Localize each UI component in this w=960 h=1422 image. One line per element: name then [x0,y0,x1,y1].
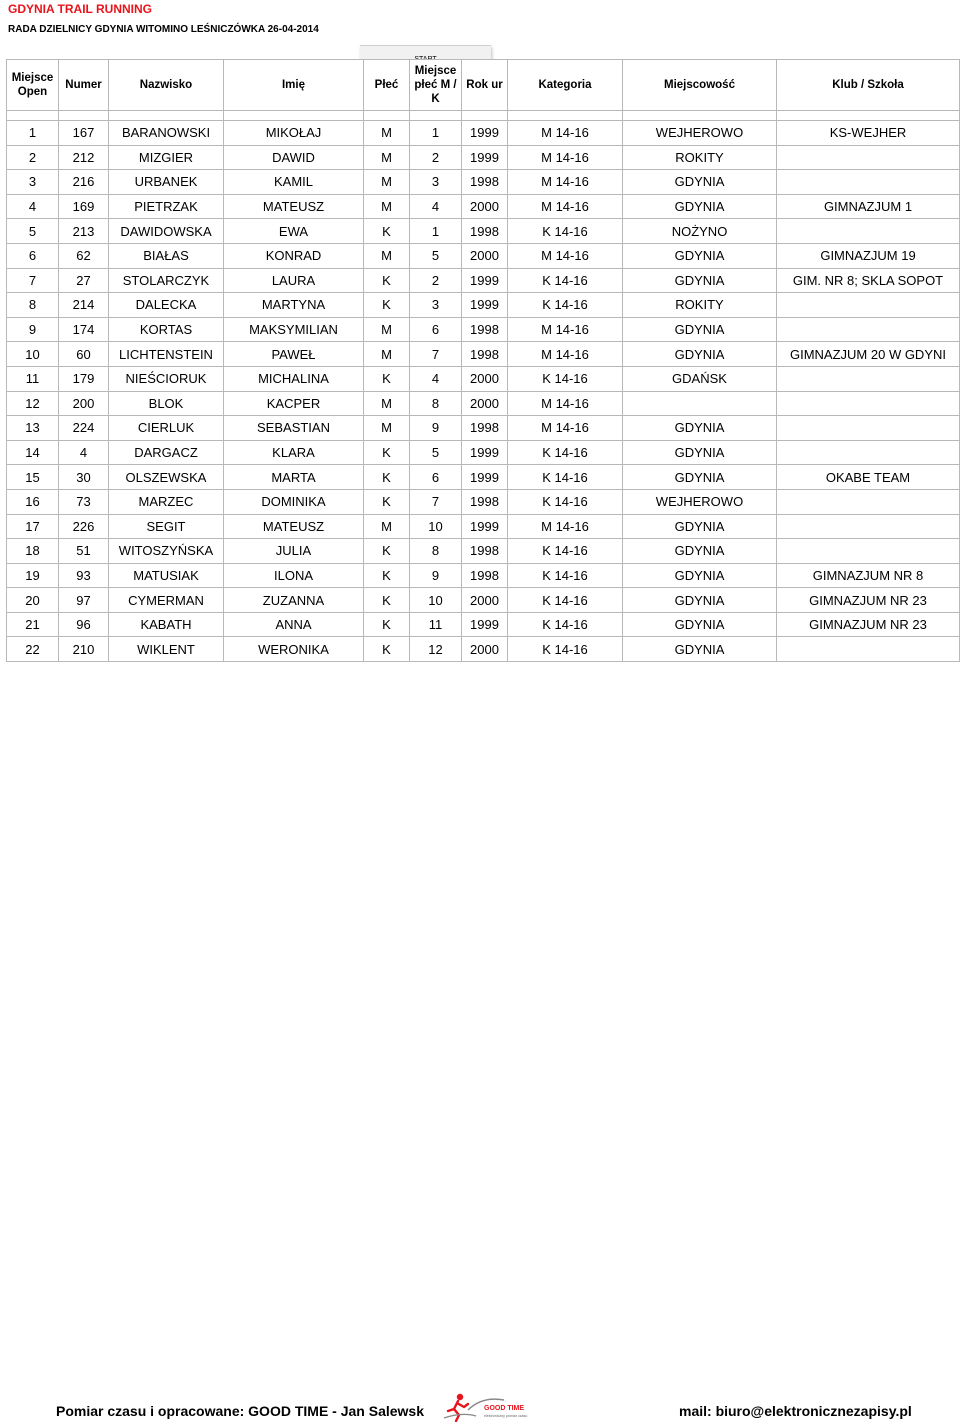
table-row [7,391,960,416]
cell-surname: OLSZEWSKA [109,465,224,490]
cell-club [777,489,960,514]
cell-place-sex: 7 [410,342,462,367]
cell-category: K 14-16 [508,612,623,637]
cell-birth-year: 1999 [462,465,508,490]
cell-surname: MATUSIAK [109,563,224,588]
cell-birth-year: 1998 [462,489,508,514]
cell-birth-year: 1998 [462,170,508,195]
cell-surname: DALECKA [109,293,224,318]
cell-birth-year: 1998 [462,539,508,564]
cell-place-sex: 3 [410,170,462,195]
cell-first-name: LAURA [224,268,364,293]
cell-bib: 200 [59,391,109,416]
cell-club: KS-WEJHER [777,121,960,146]
cell-town: ROKITY [623,145,777,170]
cell-bib: 27 [59,268,109,293]
table-row [7,121,960,146]
cell-bib: 60 [59,342,109,367]
cell-bib: 212 [59,145,109,170]
cell-birth-year: 2000 [462,243,508,268]
cell-surname: WITOSZYŃSKA [109,539,224,564]
cell-place-open: 16 [7,489,59,514]
cell-place-open: 11 [7,366,59,391]
cell-sex: K [364,563,410,588]
cell-sex: K [364,293,410,318]
table-row [7,170,960,195]
cell-surname: STOLARCZYK [109,268,224,293]
cell-first-name: MARTA [224,465,364,490]
col-header-place-open: Miejsce Open [7,60,59,111]
cell-birth-year: 1999 [462,145,508,170]
cell-place-open: 18 [7,539,59,564]
cell-town: GDYNIA [623,268,777,293]
cell-first-name: DOMINIKA [224,489,364,514]
cell-town: GDYNIA [623,539,777,564]
cell-bib: 97 [59,588,109,613]
cell-place-open: 7 [7,268,59,293]
svg-text:elektroniczny pomiar czasu: elektroniczny pomiar czasu [484,1414,528,1418]
cell-surname: URBANEK [109,170,224,195]
table-row [7,637,960,662]
cell-birth-year: 2000 [462,588,508,613]
cell-place-sex: 5 [410,243,462,268]
cell-surname: KORTAS [109,317,224,342]
cell-town: WEJHEROWO [623,121,777,146]
cell-place-open: 13 [7,416,59,441]
cell-first-name: PAWEŁ [224,342,364,367]
cell-first-name: MATEUSZ [224,514,364,539]
cell-place-sex: 12 [410,637,462,662]
cell-category: K 14-16 [508,563,623,588]
cell-birth-year: 1999 [462,268,508,293]
cell-surname: CIERLUK [109,416,224,441]
cell-bib: 30 [59,465,109,490]
cell-category: M 14-16 [508,416,623,441]
cell-town: GDYNIA [623,637,777,662]
cell-first-name: ANNA [224,612,364,637]
cell-place-sex: 3 [410,293,462,318]
cell-place-sex: 7 [410,489,462,514]
cell-category: K 14-16 [508,293,623,318]
cell-bib: 73 [59,489,109,514]
cell-category: M 14-16 [508,170,623,195]
cell-birth-year: 1998 [462,219,508,244]
cell-birth-year: 1998 [462,563,508,588]
cell-surname: BIAŁAS [109,243,224,268]
cell-first-name: KAMIL [224,170,364,195]
svg-text:GOOD TIME: GOOD TIME [484,1405,525,1412]
cell-place-open: 6 [7,243,59,268]
cell-category: M 14-16 [508,145,623,170]
cell-sex: M [364,121,410,146]
cell-sex: M [364,243,410,268]
cell-town: GDYNIA [623,170,777,195]
table-row [7,539,960,564]
cell-surname: PIETRZAK [109,194,224,219]
cell-place-open: 15 [7,465,59,490]
cell-category: M 14-16 [508,391,623,416]
cell-first-name: DAWID [224,145,364,170]
cell-place-sex: 9 [410,563,462,588]
cell-birth-year: 1999 [462,293,508,318]
cell-sex: K [364,612,410,637]
table-row [7,465,960,490]
cell-first-name: ZUZANNA [224,588,364,613]
col-header-surname: Nazwisko [109,60,224,111]
cell-sex: K [364,637,410,662]
cell-birth-year: 1998 [462,416,508,441]
cell-club: GIMNAZJUM NR 23 [777,612,960,637]
cell-town: GDYNIA [623,194,777,219]
header-spacer [7,111,960,121]
cell-surname: MARZEC [109,489,224,514]
cell-category: M 14-16 [508,121,623,146]
good-time-logo [442,1388,528,1422]
cell-category: M 14-16 [508,194,623,219]
cell-sex: M [364,317,410,342]
cell-place-sex: 8 [410,539,462,564]
cell-place-open: 3 [7,170,59,195]
cell-birth-year: 1998 [462,342,508,367]
cell-sex: K [364,489,410,514]
table-row [7,588,960,613]
col-header-town: Miejscowość [623,60,777,111]
cell-surname: SEGIT [109,514,224,539]
cell-town: GDYNIA [623,465,777,490]
cell-bib: 62 [59,243,109,268]
cell-first-name: EWA [224,219,364,244]
cell-category: K 14-16 [508,539,623,564]
cell-bib: 213 [59,219,109,244]
cell-surname: BLOK [109,391,224,416]
cell-place-sex: 4 [410,194,462,219]
cell-town: GDYNIA [623,440,777,465]
cell-club: GIMNAZJUM NR 8 [777,563,960,588]
table-row [7,440,960,465]
cell-bib: 96 [59,612,109,637]
cell-birth-year: 1999 [462,121,508,146]
cell-bib: 174 [59,317,109,342]
cell-birth-year: 1998 [462,317,508,342]
results-body [7,111,960,662]
cell-town: GDYNIA [623,416,777,441]
cell-bib: 214 [59,293,109,318]
cell-category: M 14-16 [508,342,623,367]
cell-town: ROKITY [623,293,777,318]
cell-surname: DARGACZ [109,440,224,465]
cell-place-open: 17 [7,514,59,539]
cell-place-open: 8 [7,293,59,318]
cell-town: GDAŃSK [623,366,777,391]
cell-sex: M [364,391,410,416]
cell-birth-year: 1999 [462,440,508,465]
cell-place-open: 14 [7,440,59,465]
cell-place-sex: 2 [410,145,462,170]
cell-club [777,366,960,391]
cell-bib: 169 [59,194,109,219]
cell-birth-year: 2000 [462,366,508,391]
cell-place-sex: 2 [410,268,462,293]
table-row [7,293,960,318]
cell-birth-year: 1999 [462,612,508,637]
cell-bib: 93 [59,563,109,588]
cell-sex: M [364,145,410,170]
cell-first-name: SEBASTIAN [224,416,364,441]
cell-club [777,514,960,539]
cell-town: GDYNIA [623,563,777,588]
cell-first-name: JULIA [224,539,364,564]
table-row [7,194,960,219]
cell-birth-year: 2000 [462,391,508,416]
cell-surname: WIKLENT [109,637,224,662]
cell-place-open: 9 [7,317,59,342]
cell-category: K 14-16 [508,219,623,244]
cell-first-name: MIKOŁAJ [224,121,364,146]
cell-first-name: MARTYNA [224,293,364,318]
cell-town: WEJHEROWO [623,489,777,514]
cell-club [777,416,960,441]
cell-first-name: MICHALINA [224,366,364,391]
cell-bib: 226 [59,514,109,539]
cell-bib: 4 [59,440,109,465]
cell-place-sex: 9 [410,416,462,441]
cell-town [623,391,777,416]
cell-place-sex: 10 [410,514,462,539]
cell-sex: M [364,342,410,367]
cell-place-open: 10 [7,342,59,367]
cell-place-open: 1 [7,121,59,146]
table-row [7,563,960,588]
table-row [7,514,960,539]
cell-category: K 14-16 [508,366,623,391]
cell-club: GIMNAZJUM 19 [777,243,960,268]
cell-bib: 224 [59,416,109,441]
cell-birth-year: 2000 [462,194,508,219]
cell-place-sex: 1 [410,219,462,244]
cell-town: GDYNIA [623,243,777,268]
cell-place-sex: 11 [410,612,462,637]
table-row [7,145,960,170]
cell-club [777,317,960,342]
cell-club [777,391,960,416]
col-header-sex: Płeć [364,60,410,111]
cell-place-open: 19 [7,563,59,588]
cell-surname: LICHTENSTEIN [109,342,224,367]
table-row [7,219,960,244]
cell-surname: DAWIDOWSKA [109,219,224,244]
cell-place-sex: 10 [410,588,462,613]
cell-first-name: KACPER [224,391,364,416]
results-table [6,59,960,662]
cell-first-name: KONRAD [224,243,364,268]
cell-sex: M [364,514,410,539]
cell-club [777,539,960,564]
cell-place-open: 22 [7,637,59,662]
cell-place-sex: 6 [410,317,462,342]
cell-birth-year: 2000 [462,637,508,662]
cell-club: GIMNAZJUM 20 W GDYNI [777,342,960,367]
cell-club [777,440,960,465]
col-header-first-name: Imię [224,60,364,111]
page-subtitle: RADA DZIELNICY GDYNIA WITOMINO LEŚNICZÓWKA 26-04-2014 [8,24,319,35]
cell-category: K 14-16 [508,440,623,465]
cell-town: GDYNIA [623,317,777,342]
cell-place-sex: 5 [410,440,462,465]
cell-place-open: 5 [7,219,59,244]
table-row [7,317,960,342]
cell-town: GDYNIA [623,514,777,539]
cell-sex: K [364,440,410,465]
cell-category: K 14-16 [508,268,623,293]
cell-sex: K [364,588,410,613]
cell-club: GIMNAZJUM NR 23 [777,588,960,613]
cell-town: GDYNIA [623,612,777,637]
cell-first-name: MAKSYMILIAN [224,317,364,342]
cell-place-sex: 4 [410,366,462,391]
cell-club [777,637,960,662]
cell-first-name: ILONA [224,563,364,588]
footer-contact-email: mail: biuro@elektronicznezapisy.pl [679,1403,912,1419]
col-header-place-sex: Miejsce płeć M / K [410,60,462,111]
cell-sex: M [364,416,410,441]
cell-sex: K [364,539,410,564]
cell-bib: 216 [59,170,109,195]
table-row [7,366,960,391]
cell-sex: M [364,170,410,195]
cell-place-open: 21 [7,612,59,637]
table-row [7,612,960,637]
cell-bib: 51 [59,539,109,564]
cell-first-name: WERONIKA [224,637,364,662]
cell-town: GDYNIA [623,342,777,367]
col-header-category: Kategoria [508,60,623,111]
table-header-row [7,60,960,111]
cell-bib: 167 [59,121,109,146]
footer-timing-credit: Pomiar czasu i opracowane: GOOD TIME - Jan Salewsk [56,1403,424,1419]
cell-place-sex: 1 [410,121,462,146]
table-row [7,342,960,367]
cell-place-open: 12 [7,391,59,416]
cell-surname: MIZGIER [109,145,224,170]
cell-first-name: KLARA [224,440,364,465]
cell-sex: K [364,366,410,391]
cell-sex: M [364,194,410,219]
cell-town: NOŻYNO [623,219,777,244]
cell-club [777,219,960,244]
cell-category: K 14-16 [508,637,623,662]
cell-surname: KABATH [109,612,224,637]
cell-category: K 14-16 [508,489,623,514]
cell-club [777,145,960,170]
cell-town: GDYNIA [623,588,777,613]
cell-birth-year: 1999 [462,514,508,539]
cell-category: K 14-16 [508,588,623,613]
cell-bib: 179 [59,366,109,391]
cell-club: GIMNAZJUM 1 [777,194,960,219]
cell-club: OKABE TEAM [777,465,960,490]
cell-club [777,170,960,195]
col-header-club: Klub / Szkoła [777,60,960,111]
cell-surname: BARANOWSKI [109,121,224,146]
col-header-bib: Numer [59,60,109,111]
cell-place-open: 20 [7,588,59,613]
table-row [7,489,960,514]
cell-bib: 210 [59,637,109,662]
page-title: GDYNIA TRAIL RUNNING [8,2,152,16]
cell-category: M 14-16 [508,243,623,268]
col-header-birth-year: Rok ur [462,60,508,111]
table-row [7,268,960,293]
cell-category: K 14-16 [508,465,623,490]
cell-club [777,293,960,318]
cell-place-open: 2 [7,145,59,170]
table-row [7,243,960,268]
cell-club: GIM. NR 8; SKLA SOPOT [777,268,960,293]
cell-place-sex: 6 [410,465,462,490]
cell-place-open: 4 [7,194,59,219]
cell-sex: K [364,268,410,293]
cell-sex: K [364,465,410,490]
cell-sex: K [364,219,410,244]
cell-category: M 14-16 [508,514,623,539]
cell-first-name: MATEUSZ [224,194,364,219]
cell-surname: CYMERMAN [109,588,224,613]
cell-surname: NIEŚCIORUK [109,366,224,391]
cell-place-sex: 8 [410,391,462,416]
cell-category: M 14-16 [508,317,623,342]
table-row [7,416,960,441]
